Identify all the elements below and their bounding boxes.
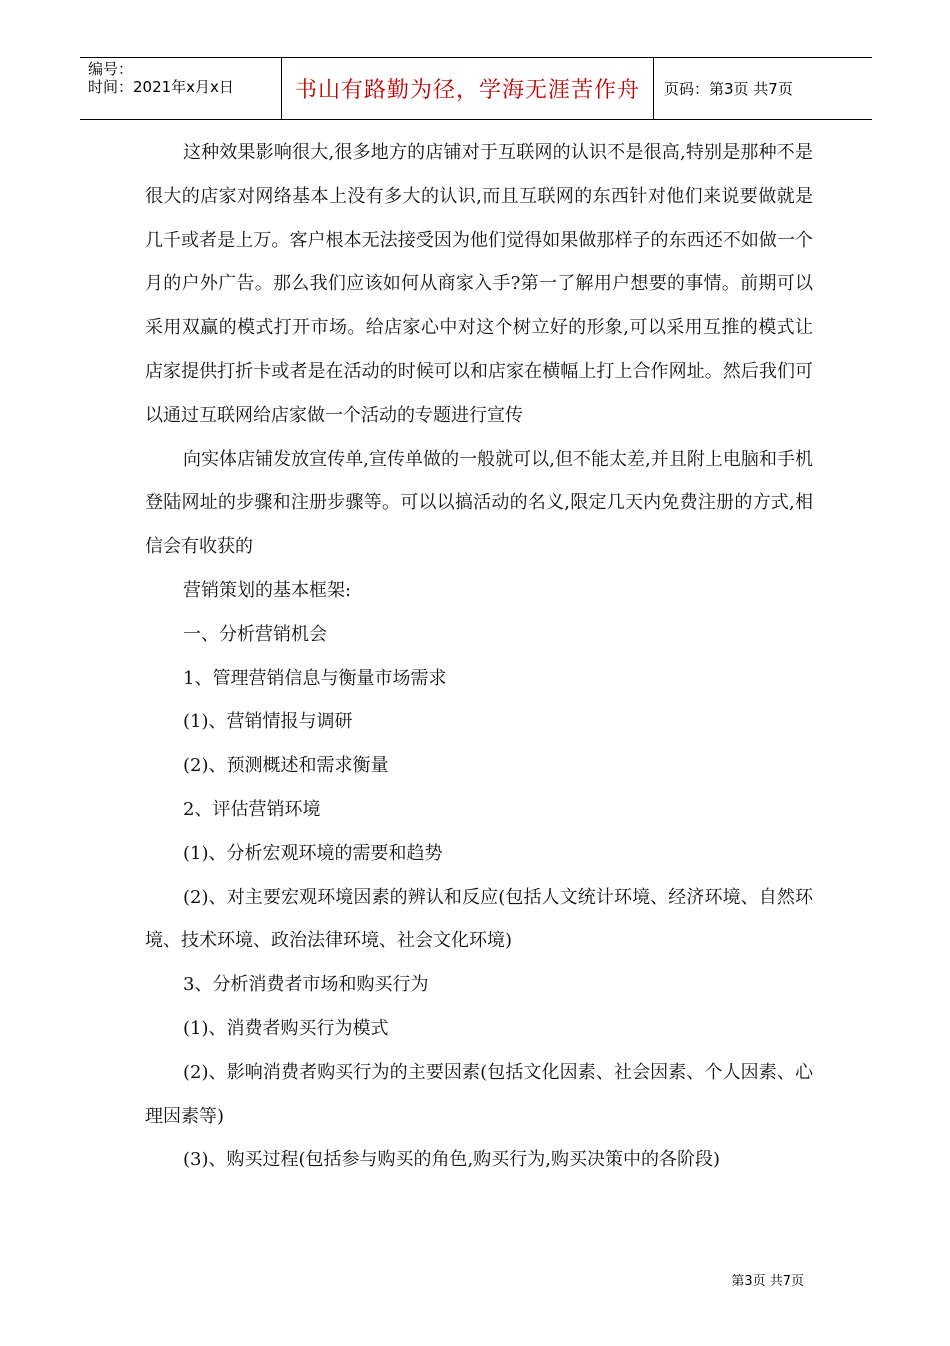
header-page-info: 页码：第3页 共7页	[664, 80, 793, 98]
paragraph: 营销策划的基本框架:	[183, 579, 352, 601]
list-item: (2)、预测概述和需求衡量	[183, 755, 389, 777]
document-date: 时间：2021年x月x日	[88, 78, 234, 96]
list-item: (1)、分析宏观环境的需要和趋势	[183, 842, 443, 864]
page-footer: 第3页 共7页	[731, 1274, 804, 1289]
paragraph: 向实体店铺发放宣传单,宣传单做的一般就可以,但不能太差,并且附上电脑和手机登陆网址的步骤和注册步骤等。可以以搞活动的名义,限定几天内免费注册的方式,相信会有收获的	[145, 448, 813, 558]
paragraph: 这种效果影响很大,很多地方的店铺对于互联网的认识不是很高,特别是那种不是很大的店家对网络基本上没有多大的认识,而且互联网的东西针对他们来说要做就是几千或者是上万。客户根本无法接受因为他们觉得如果做那样子的东西还不如做一个月的户外广告。那么我们应该如何从商家入手?第一了解用户想要的事情。前期可以采用双赢的模式打开市场。给店家心中对这个树立好的形象,可以采用互推的模式让店家提供打折卡或者是在活动的时候可以和店家在横幅上打上合作网址。然后我们可以通过互联网给店家做一个活动的专题进行宣传	[145, 142, 813, 426]
page-header	[80, 57, 872, 120]
subsection-heading: 1、管理营销信息与衡量市场需求	[183, 667, 447, 689]
header-meta	[80, 58, 282, 119]
list-item: (1)、消费者购买行为模式	[183, 1017, 389, 1039]
list-item: (2)、对主要宏观环境因素的辨认和反应(包括人文统计环境、经济环境、自然环境、技术环境、政治法律环境、社会文化环境)	[145, 886, 813, 952]
document-number-label: 编号：	[88, 60, 134, 78]
list-item: (2)、影响消费者购买行为的主要因素(包括文化因素、社会因素、个人因素、心理因素等)	[145, 1061, 813, 1127]
document-body	[145, 131, 813, 1182]
header-motto: 书山有路勤为径，学海无涯苦作舟	[282, 58, 654, 119]
list-item: (3)、购买过程(包括参与购买的角色,购买行为,购买决策中的各阶段)	[183, 1149, 720, 1171]
subsection-heading: 2、评估营销环境	[183, 798, 321, 820]
section-heading: 一、分析营销机会	[183, 623, 327, 645]
list-item: (1)、营销情报与调研	[183, 711, 353, 733]
subsection-heading: 3、分析消费者市场和购买行为	[183, 974, 429, 996]
